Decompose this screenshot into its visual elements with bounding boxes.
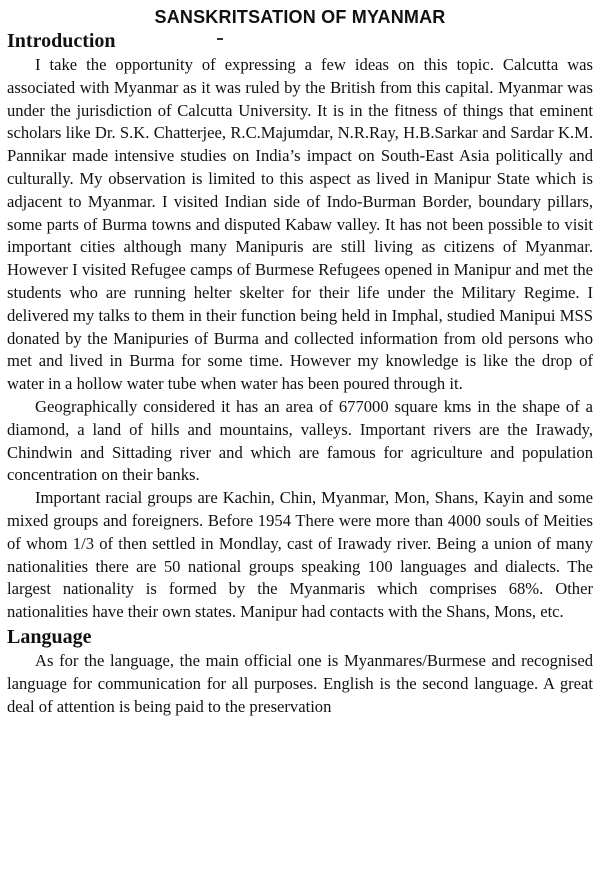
paragraph: Important racial groups are Kachin, Chin, Myanmar, Mon, Shans, Kayin and some mixed groups and foreigners. Before 1954 There were more than 4000 souls of Meities of whom 1/3 of then settled in Mondlay, cast of Irawady river. Being a union of many nationalities there are 50 national groups speaking 100 languages and dialects. The largest nationality is formed by the Myanmaris which comprises 68%. Other nationalities have their own states. Manipur had contacts with the Shans, Mons, etc. bbox=[7, 488, 593, 622]
section-heading-language: Language bbox=[7, 625, 92, 648]
section-heading-introduction: Introduction bbox=[7, 30, 116, 52]
paragraph: Geographically considered it has an area of 677000 square kms in the shape of a diamond, a land of hills and mountains, valleys. Important rivers are the Irawady, Chindwin and Sittading river and which are famous for agriculture and population concentration on their banks. bbox=[7, 396, 593, 485]
stray-mark bbox=[217, 38, 223, 40]
page-title: SANSKRITSATION OF MYANMAR bbox=[154, 7, 446, 27]
paragraph: As for the language, the main official one is Myanmares/Burmese and recognised language for communication for all purposes. English is the second language. A great deal of attention is being paid to the preservation bbox=[7, 650, 593, 716]
paragraph: I take the opportunity of expressing a few ideas on this topic. Calcutta was associated with Myanmar as it was ruled by the British from this capital. Myanmar was under the jurisdiction of Calcutta University. It is in the fitness of things that eminent scholars like Dr. S.K. Chatterjee, R.C.Majumdar, N.R.Ray, H.B.Sarkar and Sardar K.M. Pannikar made intensive studies on India’s impact on South-East Asia politically and culturally. My observation is limited to this aspect as lived in Manipur State which is adjacent to Myanmar. I visited Indian side of Indo-Burman Border, boundary pillars, some parts of Burma towns and disputed Kabaw valley. It has not been possible to visit important cities although many Manipuris are still living as citizens of Myanmar. However I visited Refugee camps of Burmese Refugees opened in Manipur and met the students who are running helter skelter for their life under the Military Regime. I delivered my talks to them in their function being held in Imphal, studied Manipui MSS donated by the Manipuries of Burma and collected information from old persons who met and lived in Burma for some time. However my knowledge is like the drop of water in a hollow water tube when water has been poured through it. bbox=[7, 55, 593, 394]
